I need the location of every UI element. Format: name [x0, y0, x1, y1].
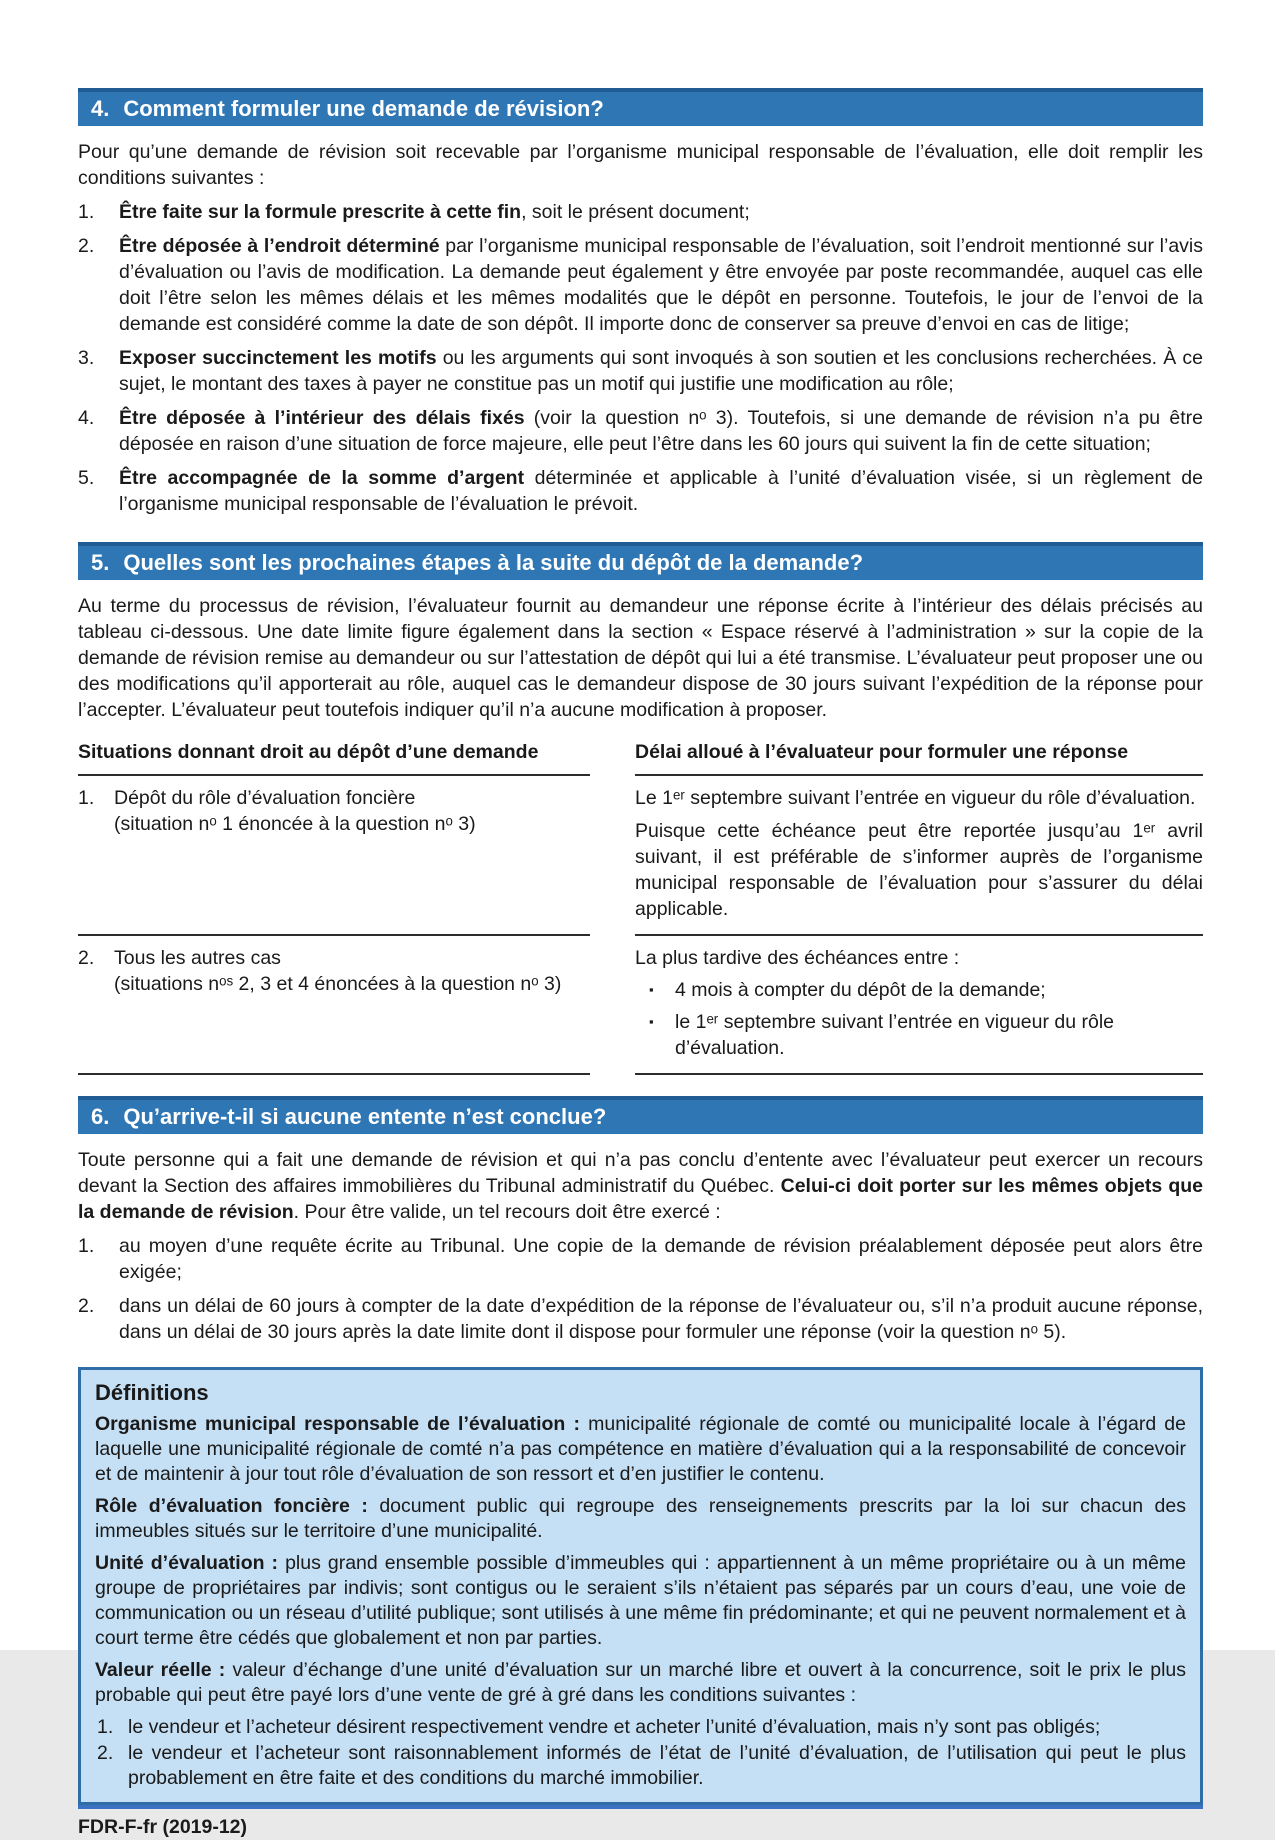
table-row2-delay [635, 936, 1203, 1075]
situation-reference: (situation nᵒ 1 énoncée à la question nᵒ 3) [114, 813, 476, 835]
condition-text: le vendeur et l’acheteur désirent respectivement vendre et acheter l’unité d’évaluation, mais n’y sont pas obligés; [128, 1716, 1101, 1738]
list-item [78, 1233, 1203, 1285]
situation-text: Dépôt du rôle d’évaluation foncière [114, 787, 416, 809]
section-6-header-bar [78, 1096, 1203, 1134]
table-col1-header: Situations donnant droit au dépôt d’une demande [78, 739, 590, 776]
bullet-item [649, 1009, 1203, 1061]
definition-entry: Organisme municipal responsable de l’évaluation : municipalité régionale de comté ou municipalité locale à l’égard de laquelle une municipalité régionale de comté n’a pas compétence en matière d’évaluation qui a la responsabilité de concevoir et de maintenir à jour tout rôle d’évaluation de son ressort et d’en justifier le contenu. [95, 1413, 1186, 1485]
list-item-text: au moyen d’une requête écrite au Tribunal. Une copie de la demande de révision préalablement déposée peut alors être exigée; [119, 1235, 1203, 1283]
bullet-text: 4 mois à compter du dépôt de la demande; [675, 979, 1046, 1001]
list-item [78, 199, 1203, 225]
table-row-number: 1. [78, 787, 95, 809]
bullet-square-icon: ▪ [649, 1014, 654, 1029]
list-item-number: 1. [78, 201, 95, 223]
list-item-text: Exposer succinctement les motifs ou les arguments qui sont invoqués à son soutien et les conclusions recherchées. À ce sujet, le montant des taxes à payer ne constitue pas un motif qui justifie une modification au rôle; [119, 347, 1203, 395]
list-item [78, 233, 1203, 337]
condition-item [95, 1715, 1186, 1740]
table-row-number: 2. [78, 947, 95, 969]
section-4-number: 4. [91, 96, 110, 121]
list-item [78, 405, 1203, 457]
list-item-number: 5. [78, 467, 95, 489]
footer-divider [78, 1805, 1203, 1809]
section-5-number: 5. [91, 550, 110, 575]
list-item-text: Être déposée à l’intérieur des délais fixés (voir la question nᵒ 3). Toutefois, si une demande de révision n’a pu être déposée en raison d’une situation de force majeure, elle peut l’être dans les 60 jours qui suivent la fin de cette situation; [119, 407, 1203, 455]
list-item-text: Être faite sur la formule prescrite à cette fin, soit le présent document; [119, 201, 750, 223]
table-row2-situation [78, 936, 590, 1075]
table-col2-header: Délai alloué à l’évaluateur pour formuler une réponse [635, 739, 1203, 776]
table-row1-situation [78, 776, 590, 936]
section-6-list [78, 1233, 1203, 1353]
section-6-number: 6. [91, 1104, 110, 1129]
page-footer [78, 1805, 1203, 1840]
section-4-title: Comment formuler une demande de révision? [123, 96, 604, 121]
section-4-intro: Pour qu’une demande de révision soit recevable par l’organisme municipal responsable de l’évaluation, elle doit remplir les conditions suivantes : [78, 141, 1203, 189]
definition-entry: Rôle d’évaluation foncière : document public qui regroupe des renseignements prescrits par la loi sur chacun des immeubles situés sur le territoire d’une municipalité. [95, 1495, 1186, 1542]
section-5-intro: Au terme du processus de révision, l’évaluateur fournit au demandeur une réponse écrite à l’intérieur des délais précisés au tableau ci-dessous. Une date limite figure également dans la section « Espace réservé à l’administration » sur la copie de la demande de révision remise au demandeur ou sur l’attestation de dépôt qui lui a été transmise. L’évaluateur peut proposer une ou des modifications qu’il apporterait au rôle, auquel cas le demandeur dispose de 30 jours suivant l’expédition de la réponse pour l’accepter. L’évaluateur peut toutefois indiquer qu’il n’a aucune modification à proposer. [78, 595, 1203, 721]
condition-item [95, 1741, 1186, 1791]
list-item-number: 2. [78, 235, 95, 257]
list-item-number: 3. [78, 347, 95, 369]
condition-number: 1. [97, 1716, 114, 1738]
list-item [78, 465, 1203, 517]
table-row1-delay [635, 776, 1203, 936]
list-item [78, 1293, 1203, 1345]
section-4-list [78, 199, 1203, 525]
situation-text: Tous les autres cas [114, 947, 281, 969]
list-item-text: Être déposée à l’endroit déterminé par l’organisme municipal responsable de l’évaluation, soit l’endroit mentionné sur l’avis d’évaluation ou l’avis de modification. La demande peut également y être envoyée par poste recommandée, auquel cas elle doit l’être selon les mêmes délais et les mêmes modalités que le dépôt en personne. Toutefois, le jour de l’envoi de la demande est considéré comme la date de son dépôt. Il importe donc de conserver sa preuve d’envoi en cas de litige; [119, 235, 1203, 335]
condition-text: le vendeur et l’acheteur sont raisonnablement informés de l’état de l’unité d’évaluation, de l’utilisation qui peut le plus probablement en être faite et des conditions du marché immobilier. [128, 1742, 1186, 1789]
delay-intro: La plus tardive des échéances entre : [635, 947, 960, 969]
bullet-item [649, 977, 1203, 1003]
list-item [78, 345, 1203, 397]
definition-entry: Unité d’évaluation : plus grand ensemble possible d’immeubles qui : appartiennent à un même propriétaire ou à un même groupe de propriétaires par indivis; sont contigus ou le seraient s’ils n’étaient pas séparés par un cours d’eau, une voie de communication ou un réseau d’utilité publique; sont utilisés à une même fin prédominante; et qui ne peuvent normalement et à court terme être cédés que globalement et non par parties. [95, 1552, 1186, 1649]
section-6-title: Qu’arrive-t-il si aucune entente n’est conclue? [123, 1104, 607, 1129]
condition-number: 2. [97, 1742, 114, 1764]
bullet-text: le 1ᵉʳ septembre suivant l’entrée en vigueur du rôle d’évaluation. [675, 1011, 1115, 1059]
section-5-header-bar [78, 542, 1203, 580]
section-4-header-bar [78, 88, 1203, 126]
situation-reference: (situations nᵒˢ 2, 3 et 4 énoncées à la question nᵒ 3) [114, 973, 562, 995]
definition-entry: Valeur réelle : valeur d’échange d’une unité d’évaluation sur un marché libre et ouvert à la concurrence, soit le prix le plus probable qui peut être payé lors d’une vente de gré à gré dans les conditions suivantes : [95, 1659, 1187, 1706]
form-code: FDR-F-fr (2019-12) [78, 1816, 248, 1838]
response-delay-table [78, 739, 1203, 1075]
delay-text: Le 1ᵉʳ septembre suivant l’entrée en vigueur du rôle d’évaluation. [635, 787, 1196, 809]
delay-note: Puisque cette échéance peut être reportée jusqu’au 1ᵉʳ avril suivant, il est préférable de s’informer auprès de l’organisme municipal responsable de l’évaluation pour s’assurer du délai applicable. [635, 820, 1203, 920]
section-6-intro: Toute personne qui a fait une demande de révision et qui n’a pas conclu d’entente avec l’évaluateur peut exercer un recours devant la Section des affaires immobilières du Tribunal administratif du Québec. Celui-ci doit porter sur les mêmes objets que la demande de révision. Pour être valide, un tel recours doit être exercé : [78, 1149, 1204, 1223]
section-5-title: Quelles sont les prochaines étapes à la suite du dépôt de la demande? [123, 550, 864, 575]
list-item-number: 4. [78, 407, 95, 429]
list-item-number: 1. [78, 1235, 95, 1257]
bullet-square-icon: ▪ [649, 982, 654, 997]
definitions-box [78, 1367, 1203, 1805]
list-item-text: Être accompagnée de la somme d’argent déterminée et applicable à l’unité d’évaluation visée, si un règlement de l’organisme municipal responsable de l’évaluation le prévoit. [119, 467, 1203, 515]
definitions-title: Définitions [95, 1380, 209, 1405]
list-item-number: 2. [78, 1295, 95, 1317]
list-item-text: dans un délai de 60 jours à compter de la date d’expédition de la réponse de l’évaluateur ou, s’il n’a produit aucune réponse, dans un délai de 30 jours après la date limite dont il dispose pour formuler une réponse (voir la question nᵒ 5). [119, 1295, 1203, 1343]
